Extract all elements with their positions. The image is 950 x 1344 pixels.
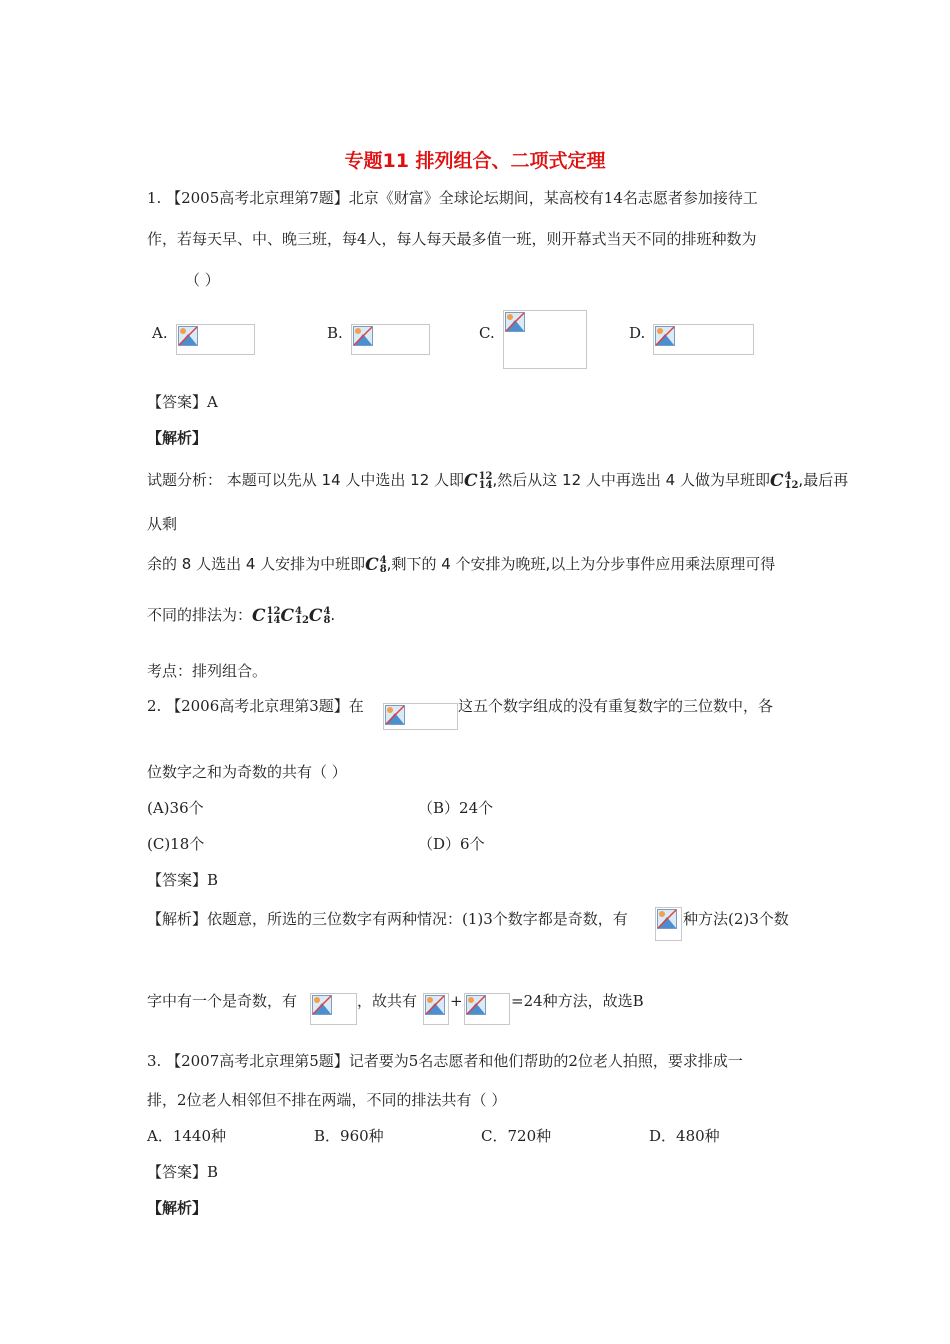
q3-line2: 排，2位老人相邻但不排在两端，不同的排法共有（ ） [147, 1091, 507, 1109]
comb-sub: 8 [379, 563, 387, 575]
q3-option-b: B．960种 [314, 1127, 384, 1145]
comb-letter: C [365, 554, 379, 575]
q2-line2: 位数字之和为奇数的共有（ ） [147, 763, 347, 781]
q2-line1-b: 这五个数字组成的没有重复数字的三位数中，各 [458, 697, 774, 715]
q1-analysis-text-e: ,剩下的 4 个安排为晚班,以上为分步事件应用乘法原理可得 [386, 555, 776, 573]
broken-image-icon [178, 326, 198, 346]
q2-option-c: (C)18个 [147, 835, 205, 853]
q2-analysis-line2-b: ，故共有 [357, 992, 418, 1010]
comb-sub: 14 [478, 479, 493, 491]
combination-c14-12 [252, 604, 280, 628]
q2-answer: 【答案】B [147, 871, 219, 889]
comb-sub: 12 [784, 479, 799, 491]
q1-option-d-image [653, 324, 754, 355]
q1-analysis-line3 [147, 552, 775, 577]
comb-sub: 12 [295, 614, 309, 626]
q2-option-d: （D）6个 [418, 835, 485, 853]
combination-c12-4 [770, 469, 798, 493]
comb-letter: C [464, 470, 478, 491]
q1-option-b-label: B. [327, 324, 343, 342]
broken-image-icon [466, 995, 486, 1015]
broken-image-icon [312, 995, 332, 1015]
q2-line1-a: 2. 【2006高考北京理第3题】在 [147, 697, 364, 715]
q1-analysis-line2: 从剩 [147, 515, 178, 533]
comb-letter: C [280, 605, 294, 626]
combination-c8-4 [309, 604, 331, 628]
comb-sup: 4 [379, 554, 387, 566]
comb-sup: 4 [295, 605, 302, 617]
q2-analysis-image-3 [423, 993, 449, 1025]
comb-sup: 4 [323, 605, 331, 617]
q1-analysis-period: . [330, 606, 336, 624]
q3-analysis-heading: 【解析】 [147, 1199, 208, 1217]
broken-image-icon [385, 705, 405, 725]
q1-answer: 【答案】A [147, 393, 218, 411]
q1-analysis-line1 [147, 468, 848, 493]
q1-analysis-line4 [147, 603, 335, 628]
q2-digits-image [383, 703, 458, 730]
q2-analysis-line2-a: 字中有一个是奇数，有 [147, 992, 298, 1010]
q1-blank: （ ） [185, 271, 220, 289]
q2-analysis-line1-a: 【解析】依题意，所选的三位数字有两种情况：(1)3个数字都是奇数，有 [147, 910, 628, 928]
page-title: 专题11 排列组合、二项式定理 [344, 150, 606, 172]
comb-letter: C [769, 470, 784, 491]
broken-image-icon [657, 909, 677, 929]
q1-analysis-text-a: 试题分析： 本题可以先从 14 人中选出 12 人即 [147, 471, 465, 489]
comb-sup: 12 [478, 470, 493, 482]
broken-image-icon [505, 312, 525, 332]
broken-image-icon [655, 326, 675, 346]
q1-option-a-image [176, 324, 255, 355]
q1-analysis-text-d: 余的 8 人选出 4 人安排为中班即 [147, 555, 366, 573]
q2-analysis-image-1 [655, 907, 682, 941]
comb-sup: 12 [266, 605, 281, 617]
q1-kaodian: 考点：排列组合。 [147, 662, 268, 680]
q1-option-a-label: A. [152, 324, 168, 342]
q3-option-d: D．480种 [649, 1127, 720, 1145]
broken-image-icon [425, 995, 445, 1015]
q2-analysis-line1-b: 种方法(2)3个数 [683, 910, 789, 928]
q1-option-d-label: D. [629, 324, 646, 342]
combination-c14-12 [464, 469, 492, 493]
comb-sup: 4 [784, 470, 792, 482]
comb-letter: C [252, 605, 266, 626]
q2-option-b: （B）24个 [418, 799, 494, 817]
q2-analysis-line2-c: =24种方法，故选B [511, 992, 644, 1010]
combination-c12-4 [280, 604, 308, 628]
q2-analysis-image-4 [464, 993, 510, 1025]
q1-analysis-text-b: ,然后从这 12 人中再选出 4 人做为早班即 [492, 471, 770, 489]
q1-option-b-image [351, 324, 430, 355]
q1-option-c-label: C. [479, 324, 495, 342]
q2-analysis-image-2 [310, 993, 357, 1025]
q1-analysis-text-f: 不同的排法为： [147, 606, 253, 624]
q1-analysis-heading: 【解析】 [147, 429, 208, 447]
comb-letter: C [308, 605, 323, 626]
q1-option-c-image [503, 310, 587, 369]
comb-sub: 8 [323, 614, 331, 626]
q3-line1: 3. 【2007高考北京理第5题】记者要为5名志愿者和他们帮助的2位老人拍照，要求排成一 [147, 1052, 743, 1070]
q3-answer: 【答案】B [147, 1163, 219, 1181]
q1-line2: 作，若每天早、中、晚三班，每4人，每人每天最多值一班，则开幕式当天不同的排班种数为 [147, 230, 757, 248]
combination-c8-4 [365, 553, 387, 577]
q2-option-a: (A)36个 [147, 799, 204, 817]
q2-plus-sign: + [450, 992, 463, 1010]
q3-option-a: A．1440种 [147, 1127, 227, 1145]
q1-analysis-text-c: ,最后再 [798, 471, 849, 489]
q3-option-c: C．720种 [481, 1127, 552, 1145]
broken-image-icon [353, 326, 373, 346]
q1-line1: 1. 【2005高考北京理第7题】北京《财富》全球论坛期间，某高校有14名志愿者参加接待工 [147, 189, 758, 207]
comb-sub: 14 [266, 614, 281, 626]
